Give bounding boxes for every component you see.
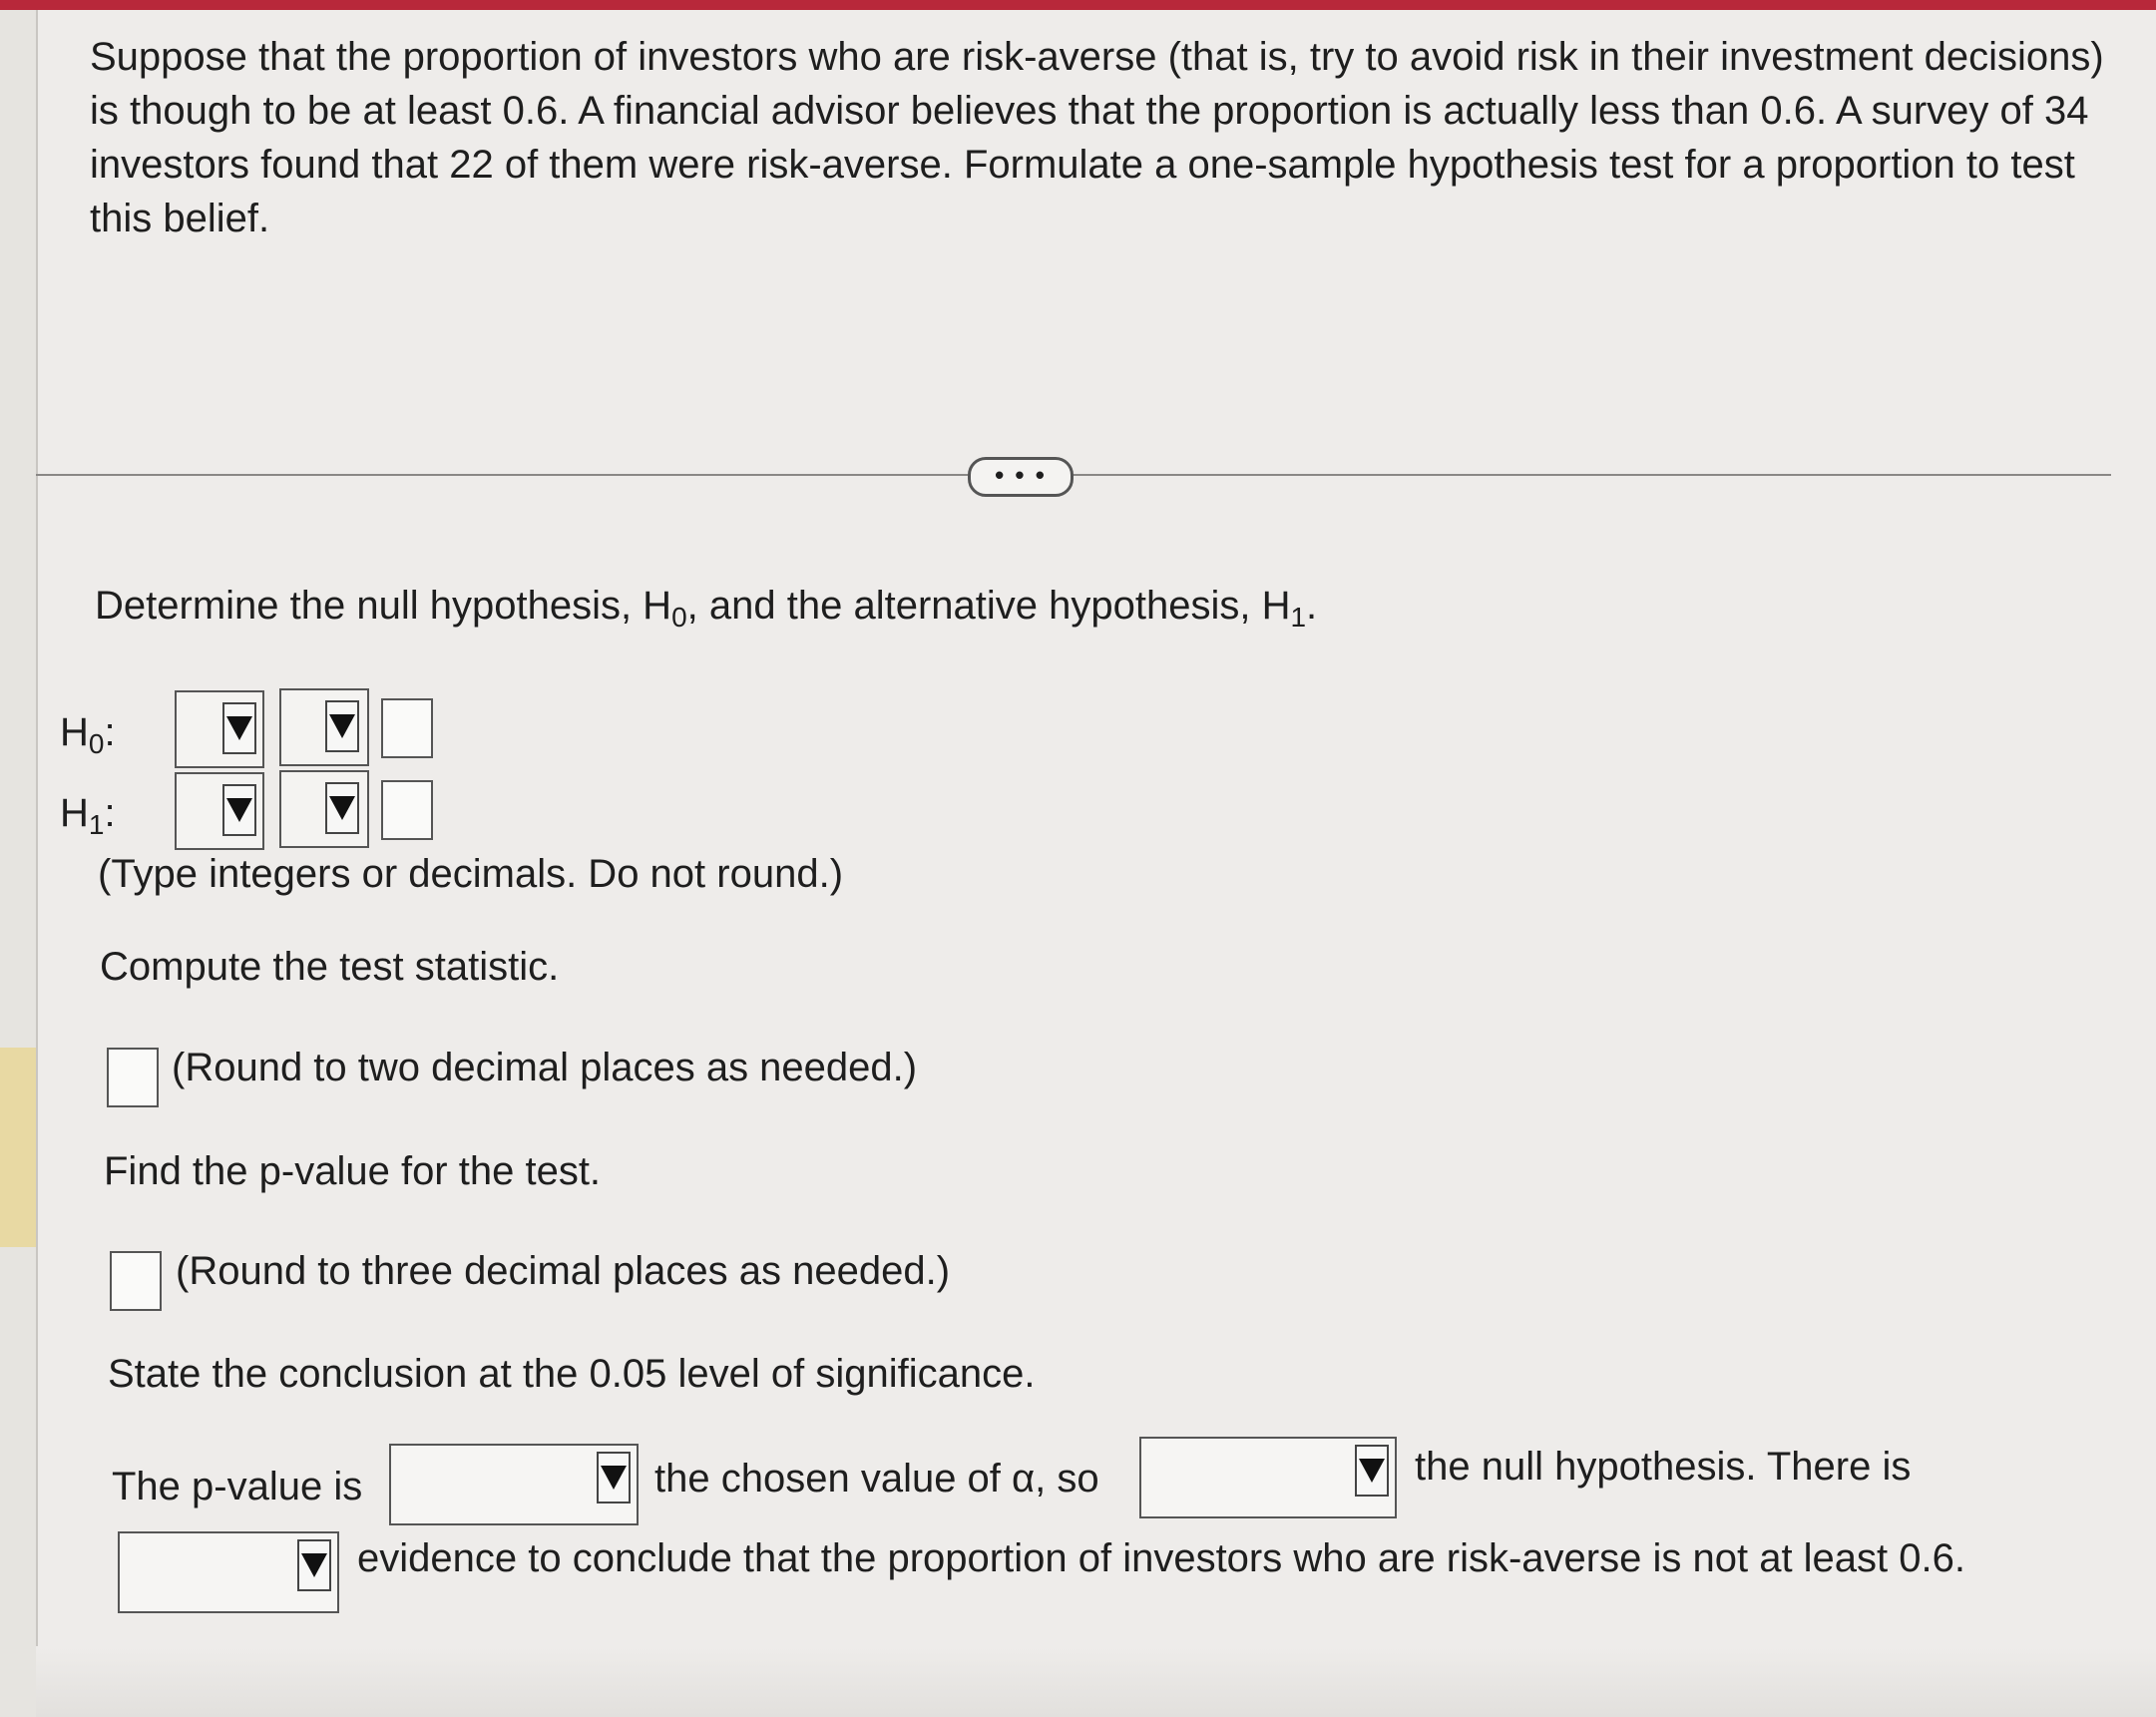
p-value-comparison-dropdown[interactable] — [389, 1444, 639, 1525]
dropdown-arrow-icon — [325, 782, 359, 834]
reject-decision-dropdown[interactable] — [1139, 1437, 1397, 1518]
current-question-highlight — [0, 1048, 36, 1247]
question-text: Suppose that the proportion of investors who are risk-averse (that is, try to avoid risk in their investment decisions) is though to be at least 0.6. A financial advisor believes that the proportion is actually less than 0.6. A survey of 34 investors found that 22 of them were risk-averse. Formulate a one-sample hypothesis test for a proportion to test this belief. — [90, 35, 2104, 240]
h1-operator-dropdown[interactable] — [279, 770, 369, 848]
dropdown-arrow-icon — [597, 1452, 631, 1503]
h0-label-subscript: 0 — [88, 728, 105, 759]
h0-operator-dropdown[interactable] — [279, 688, 369, 766]
conclusion-text-part4: evidence to conclude that the proportion of investors who are risk-averse is not at least 0.6. — [357, 1536, 1965, 1580]
dropdown-arrow-icon — [222, 702, 256, 754]
p-value-prompt: Find the p-value for the test. — [104, 1149, 602, 1193]
bottom-shadow — [36, 1646, 2156, 1717]
left-gutter — [0, 10, 36, 1717]
p-value-input[interactable] — [110, 1251, 162, 1311]
more-options-button[interactable]: • • • — [968, 457, 1074, 497]
section-divider — [36, 474, 2111, 476]
h0-value-input[interactable] — [381, 698, 433, 758]
test-statistic-input[interactable] — [107, 1048, 159, 1107]
hypothesis-prompt-part: Determine the null hypothesis, H — [95, 584, 672, 628]
test-statistic-prompt: Compute the test statistic. — [100, 945, 560, 989]
hypothesis-prompt-part: , and the alternative hypothesis, H — [686, 584, 1291, 628]
conclusion-text-part3: the null hypothesis. There is — [1415, 1445, 1912, 1489]
h1-colon: : — [104, 791, 116, 835]
hypotheses-note: (Type integers or decimals. Do not round.) — [98, 852, 844, 896]
h0-letter: H — [60, 710, 89, 754]
evidence-level-dropdown[interactable] — [118, 1531, 339, 1613]
conclusion-prompt: State the conclusion at the 0.05 level of significance. — [108, 1352, 1036, 1396]
h0-subscript: 0 — [671, 602, 687, 633]
conclusion-text-part2: the chosen value of α, so — [654, 1457, 1099, 1501]
test-statistic-note: (Round to two decimal places as needed.) — [172, 1046, 918, 1089]
dropdown-arrow-icon — [325, 700, 359, 752]
hypothesis-prompt-part: . — [1306, 584, 1318, 628]
h1-value-input[interactable] — [381, 780, 433, 840]
h1-parameter-dropdown[interactable] — [175, 772, 264, 850]
h0-colon: : — [104, 710, 116, 754]
h1-label — [60, 791, 116, 841]
hypothesis-prompt — [95, 584, 1317, 634]
h1-subscript: 1 — [1290, 602, 1307, 633]
h0-label — [60, 710, 116, 760]
dropdown-arrow-icon — [1355, 1445, 1389, 1497]
h1-label-subscript: 1 — [88, 809, 105, 840]
conclusion-text-part1: The p-value is — [112, 1465, 363, 1508]
dropdown-arrow-icon — [222, 784, 256, 836]
h0-parameter-dropdown[interactable] — [175, 690, 264, 768]
p-value-note: (Round to three decimal places as needed.) — [176, 1249, 951, 1293]
top-accent-bar — [0, 0, 2156, 10]
h1-letter: H — [60, 791, 89, 835]
dropdown-arrow-icon — [297, 1539, 331, 1591]
